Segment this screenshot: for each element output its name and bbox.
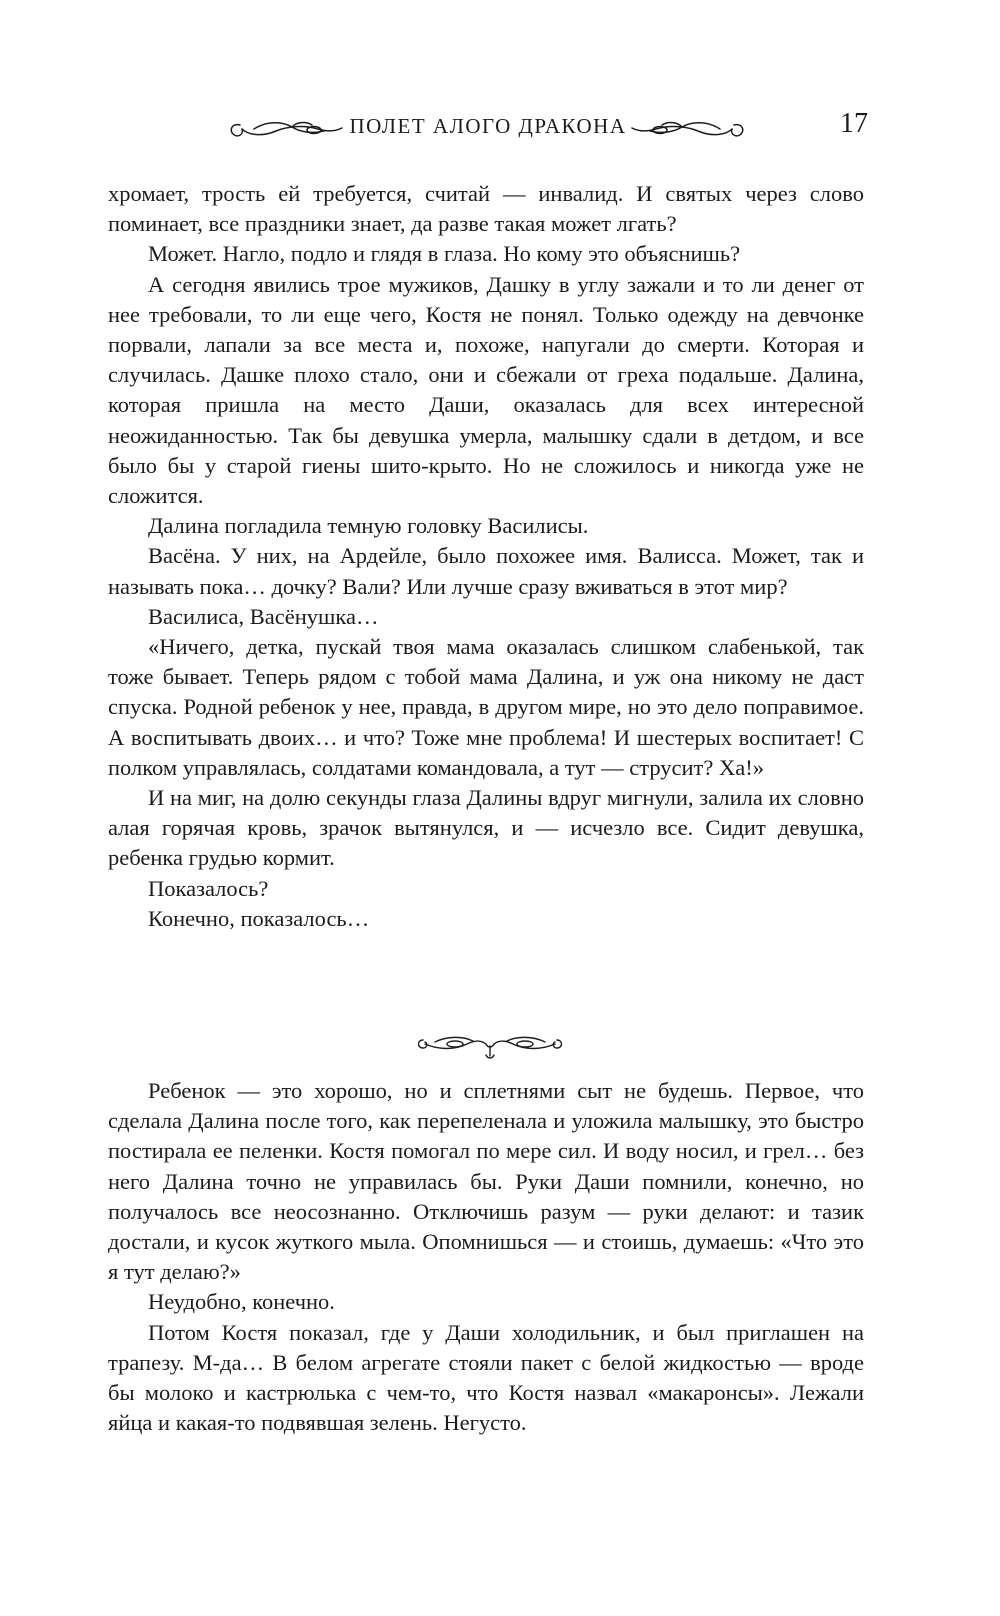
section-separator-ornament [415, 1028, 565, 1064]
paragraph: Неудобно, конечно. [148, 1289, 335, 1315]
paragraph: Васёна. У них, на Ардейле, было похожее имя. Валисса. Может, так и называть пока… дочку? Вали? Или лучше сразу вживаться в этот мир? [108, 543, 864, 599]
paragraph: А сегодня явились трое мужиков, Дашку в углу зажали и то ли денег от нее требовали, то ли еще чего, Костя не понял. Только одежду на девчонке порвали, лапали за все места и, похоже, напугали до смерти. Которая и случилась. Дашке плохо стало, они и сбежали от греха подальше. Далина, которая пришла на место Даши, оказалась для всех интересной неожиданностью. Так бы девушка умерла, малышку сдали в детдом, и все было бы у старой гиены шито-крыто. Но не сложилось и никогда уже не сложится. [108, 271, 864, 509]
paragraph: Потом Костя показал, где у Даши холодильник, и был приглашен на трапезу. М-да… В белом агрегате стояли пакет с белой жидкостью — вроде бы молоко и кастрюлька с чем-то, что Костя назвал «макаронсы». Лежали яйца и какая-то подвявшая зелень. Негусто. [108, 1319, 864, 1436]
paragraph: «Ничего, детка, пускай твоя мама оказалась слишком слабенькой, так тоже бывает. Теперь рядом с тобой мама Далина, и уж она никому не даст спуска. Родной ребенок у нее, правда, в другом мире, но это дело поправимое. А воспитывать двоих… и что? Тоже мне проблема! И шестерых воспитает! С полком управлялась, солдатами командовала, а тут — струсит? Ха!» [108, 634, 864, 780]
text-section-1 [108, 179, 864, 934]
paragraph: Далина погладила темную головку Василисы. [148, 513, 589, 539]
paragraph: Показалось? [148, 875, 269, 901]
paragraph: Может. Нагло, подло и глядя в глаза. Но кому это объяснишь? [148, 241, 741, 267]
running-header [108, 108, 868, 152]
paragraph: Василиса, Васёнушка… [148, 603, 379, 629]
paragraph: И на миг, на долю секунды глаза Далины вдруг мигнули, залила их словно алая горячая кровь, зрачок вытянулся, и — исчезло все. Сидит девушка, ребенка грудью кормит. [108, 785, 864, 871]
page-number: 17 [840, 108, 868, 139]
paragraph: хромает, трость ей требуется, считай — инвалид. И святых через слово поминает, все праздники знает, да разве такая может лгать? [108, 181, 864, 237]
text-section-2 [108, 1076, 864, 1438]
running-title: ПОЛЕТ АЛОГО ДРАКОНА [349, 114, 627, 138]
right-flourish-ornament [628, 117, 748, 143]
paragraph: Конечно, показалось… [148, 905, 370, 931]
paragraph: Ребенок — это хорошо, но и сплетнями сыт не будешь. Первое, что сделала Далина после того, как перепеленала и уложила малышку, это быстро постирала ее пеленки. Костя помогал по мере сил. И воду носил, и грел… без него Далина точно не управилась бы. Руки Даши помнили, конечно, но получалось все неосознанно. Отключишь разум — руки делают: и тазик достали, и кусок жуткого мыла. Опомнишься — и стоишь, думаешь: «Что это я тут делаю?» [108, 1078, 864, 1285]
